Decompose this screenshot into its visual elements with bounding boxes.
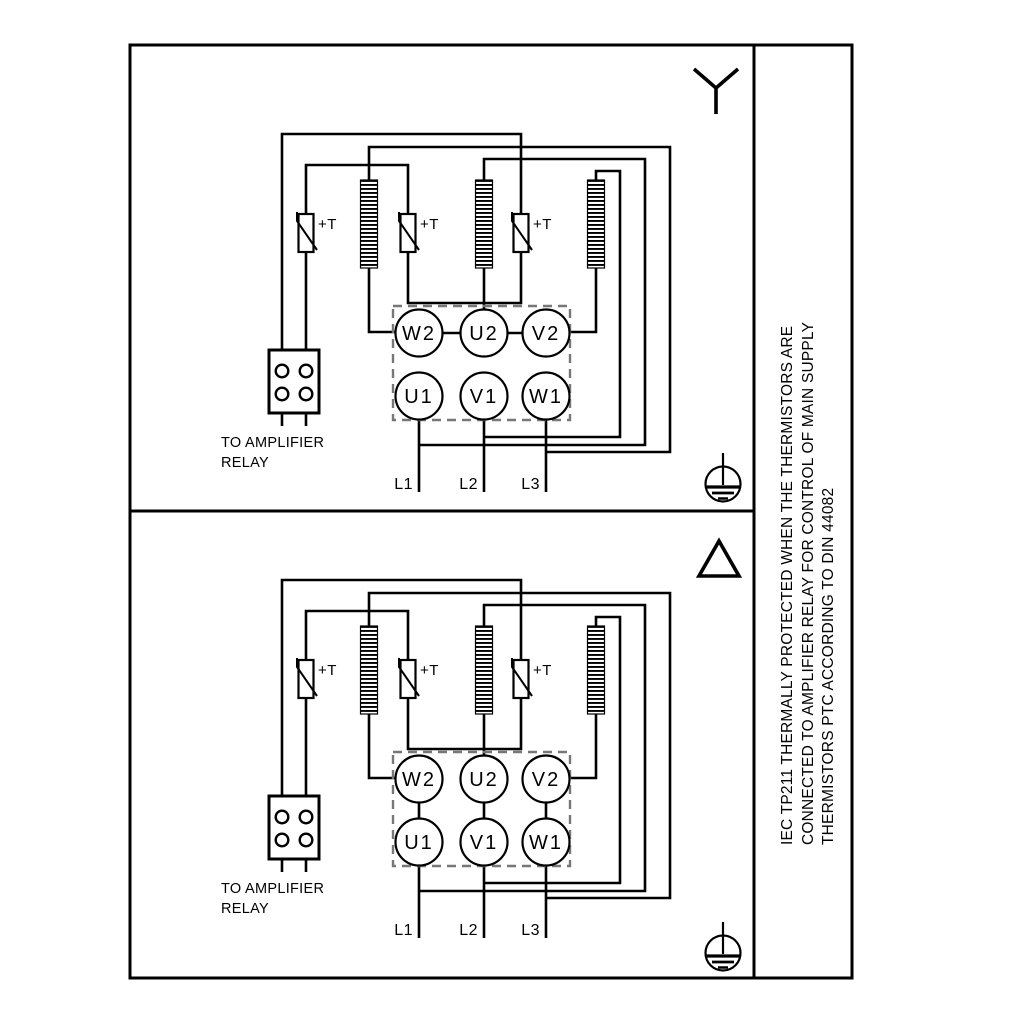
terminal-w1-label: W1 [529, 386, 563, 408]
terminal-v2-label: V2 [531, 323, 561, 345]
side-note-line1: IEC TP211 THERMALLY PROTECTED WHEN THE THERMISTORS ARE [779, 325, 796, 845]
terminal-w1-label: W1 [529, 832, 563, 854]
terminal-u1-label: U1 [404, 832, 434, 854]
winding-bar-u [476, 626, 493, 714]
side-note-line3: THERMISTORS PTC ACCORDING TO DIN 44082 [820, 487, 837, 845]
terminal-v1-label: V1 [469, 832, 499, 854]
supply-label-l3: L3 [521, 922, 540, 939]
relay-caption-line2: RELAY [221, 901, 269, 917]
supply-label-l3: L3 [521, 476, 540, 493]
relay-pin [300, 811, 313, 824]
terminal-w2-label: W2 [402, 323, 436, 345]
winding-bar-u [476, 180, 493, 268]
terminal-u2-label: U2 [469, 323, 499, 345]
relay-caption-line1: TO AMPLIFIER [221, 881, 325, 897]
thermistor-label: +T [318, 662, 337, 679]
relay-pin [300, 388, 313, 401]
thermistor-label: +T [533, 662, 552, 679]
terminal-w2-label: W2 [402, 769, 436, 791]
winding-bar-v [588, 180, 605, 268]
winding-bar-w [361, 180, 378, 268]
supply-label-l1: L1 [394, 476, 413, 493]
relay-pin [276, 811, 289, 824]
supply-label-l2: L2 [459, 476, 478, 493]
thermistor-label: +T [420, 662, 439, 679]
terminal-v1-label: V1 [469, 386, 499, 408]
terminal-u2-label: U2 [469, 769, 499, 791]
relay-pin [300, 834, 313, 847]
thermistor-label: +T [533, 216, 552, 233]
supply-label-l2: L2 [459, 922, 478, 939]
relay-pin [276, 365, 289, 378]
relay-pin [276, 834, 289, 847]
supply-label-l1: L1 [394, 922, 413, 939]
terminal-u1-label: U1 [404, 386, 434, 408]
relay-caption-line1: TO AMPLIFIER [221, 435, 325, 451]
thermistor-label: +T [318, 216, 337, 233]
side-note-line2: CONNECTED TO AMPLIFIER RELAY FOR CONTROL OF MAIN SUPPLY [800, 321, 817, 845]
relay-pin [300, 365, 313, 378]
terminal-v2-label: V2 [531, 769, 561, 791]
winding-bar-v [588, 626, 605, 714]
relay-pin [276, 388, 289, 401]
relay-caption-line2: RELAY [221, 455, 269, 471]
winding-bar-w [361, 626, 378, 714]
thermistor-label: +T [420, 216, 439, 233]
